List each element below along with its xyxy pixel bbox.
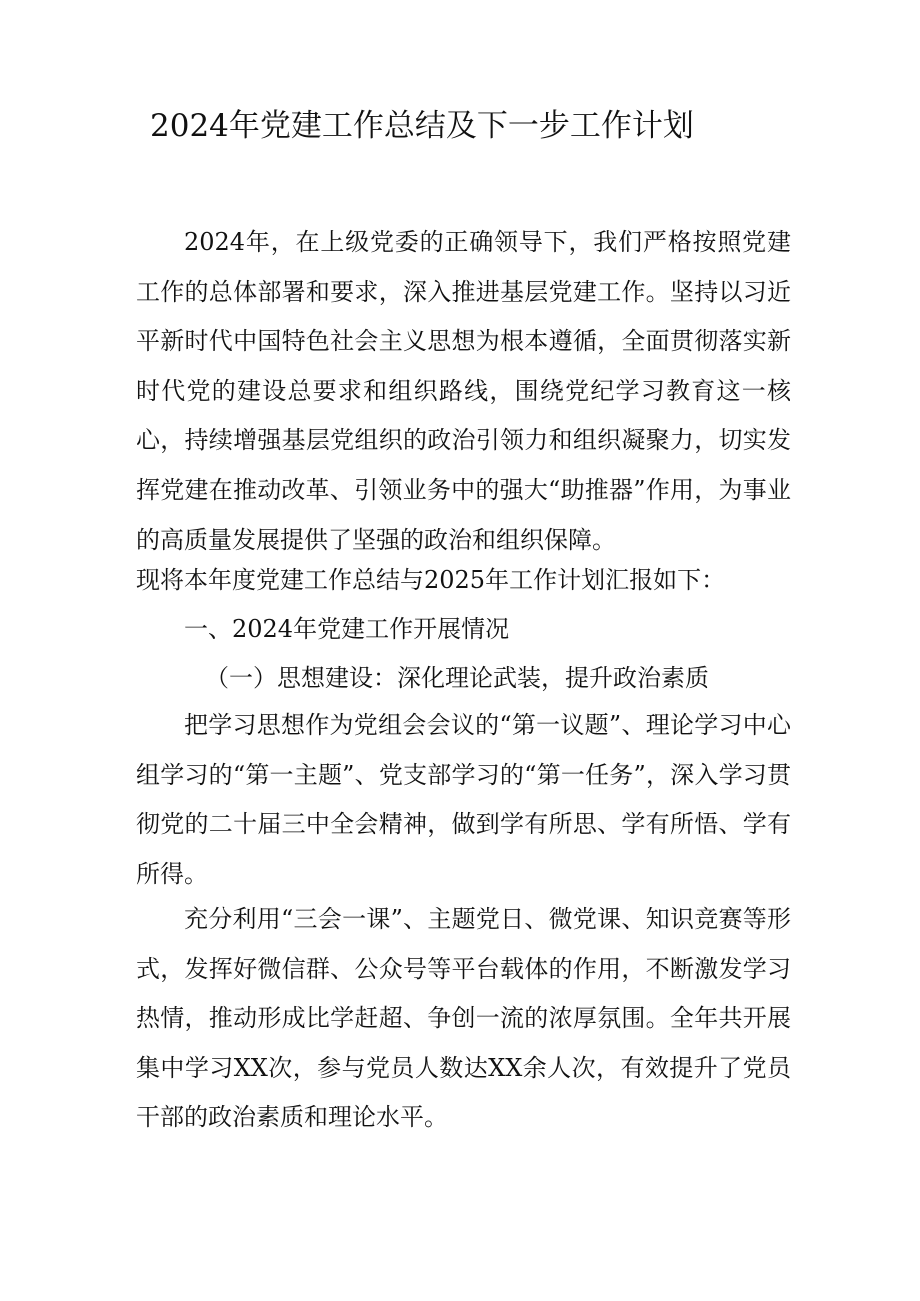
section-heading: 一、2024年党建工作开展情况 xyxy=(184,615,510,643)
body-paragraph-2: 充分利用“三会一课”、主题党日、微党课、知识竞赛等形式，发挥好微信群、公众号等平台载体的作用，不断激发学习热情，推动形成比学赶超、争创一流的浓厚氛围。全年共开展集中学习XX次，参与党员人数达XX余人次，有效提升了党员干部的政治素质和理论水平。 xyxy=(136,905,791,1132)
body-paragraph-1: 把学习思想作为党组会会议的“第一议题”、理论学习中心组学习的“第一主题”、党支部学习的“第一任务”，深入学习贯彻党的二十届三中全会精神，做到学有所思、学有所悟、学有所得。 xyxy=(136,711,791,888)
subsection-heading: （一）思想建设：深化理论武装，提升政治素质 xyxy=(205,664,709,692)
document-title: 2024年党建工作总结及下一步工作计划 xyxy=(150,108,694,144)
intro-paragraph: 2024年，在上级党委的正确领导下，我们严格按照党建工作的总体部署和要求，深入推进基层党建工作。坚持以习近平新时代中国特色社会主义思想为根本遵循，全面贯彻落实新时代党的建设总要求和组织路线，围绕党纪学习教育这一核心，持续增强基层党组织的政治引领力和组织凝聚力，切实发挥党建在推动改革、引领业务中的强大“助推器”作用，为事业的高质量发展提供了坚强的政治和组织保障。 xyxy=(136,228,791,554)
report-line: 现将本年度党建工作总结与2025年工作计划汇报如下： xyxy=(136,566,726,594)
